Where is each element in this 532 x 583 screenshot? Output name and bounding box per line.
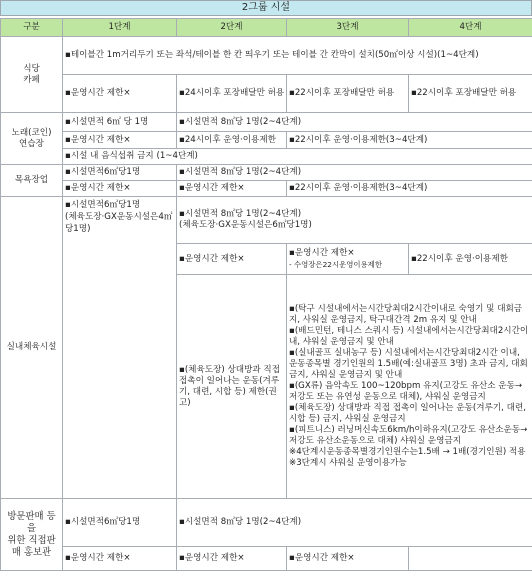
table-row [1, 499, 532, 547]
list-item: ▪(실내골프 실내농구 등) 시설내에서는시간당최대2시간 이내, 운동종목별 경기인원의 1.5배(예:실내골프 3명) 초과 금지, 대회 금지, 샤워실 운영금지 및 안내 [289, 348, 528, 380]
header-stage-3: 3단계 [287, 19, 409, 37]
header-stage-4: 4단계 [409, 19, 532, 37]
list-item: ▪(GX류) 음악속도 100~120bpm 유지(고강도 유산소 운동→저강도 또는 유연성 운동으로 대체), 샤워실 운영금지 [289, 381, 523, 402]
category-bath: 목욕장업 [1, 165, 63, 197]
promo-stage-1-density: ▪시설면적6㎡당1명 [63, 499, 177, 547]
promo-stage-4-empty [409, 547, 532, 571]
sports-stage-4-hours: ▪22시이후 운영·이용제한 [409, 244, 532, 275]
sports-stage-2-4-density: ▪시설면적 8㎡당 1명(2~4단계) (체육도장·GX운동시설은6㎡당1명) [177, 197, 532, 244]
sports-stage-1-density: ▪시설면적6㎡당1명 (체육도장·GX운동시설은4㎡당1명) [63, 197, 177, 499]
table-row [1, 547, 532, 571]
facility-rules-table [0, 18, 532, 571]
header-row [1, 19, 532, 37]
sports-stage-2-hours: ▪운영시간 제한× [177, 244, 287, 275]
category-cafe: 식당 카페 [1, 37, 63, 113]
table-row [1, 149, 532, 165]
bath-stage-1-hours: ▪운영시간 제한× [63, 181, 177, 197]
list-item: ※3단계시 샤워실 운영이용가능 [289, 458, 407, 468]
sports-stage-3-4-rules [287, 275, 532, 499]
sports-stage-3-hours-main: ▪운영시간 제한× [289, 248, 355, 258]
list-item: ▪(탁구 시설내에서는시간당최대2시간이내로 숙영기 및 대회금지, 사워실 운영금지, 탁구대간격 2m 유지 및 안내 [289, 304, 523, 325]
table-row [1, 37, 532, 75]
table-title: 2그룹 시설 [0, 0, 532, 16]
promo-stage-3-hours: ▪운영시간 제한× [287, 547, 409, 571]
table-row [1, 132, 532, 149]
list-item: ▪(체육도장) 상대방과 직접 접촉이 일어나는 운동(겨루기, 대련, 시합 등) 금지, 샤워실 운영금지 [289, 403, 526, 424]
karaoke-stage-1-hours: ▪운영시간 제한× [63, 132, 177, 149]
category-promo: 방문판매 등을 위한 직접판 매 홍보관 [1, 499, 63, 571]
karaoke-stage-3-4-hours: ▪22시이후 운영·이용제한(3~4단계) [287, 132, 532, 149]
promo-stage-1-hours: ▪운영시간 제한× [63, 547, 177, 571]
table-row [1, 181, 532, 197]
cafe-distancing: ▪테이블간 1m거리두기 또는 좌석/테이블 한 칸 띄우기 또는 테이블 간 칸막이 설치(50㎡이상 시설)(1~4단계) [63, 37, 532, 75]
sports-stage-3-hours [287, 244, 409, 275]
table-row [1, 165, 532, 181]
category-sports: 실내체육시설 [1, 197, 63, 499]
list-item: ▪(배드민턴, 테니스 스쿼시 등) 시설내에서는시간당최대2시간이내, 샤워실 운영금지 및 안내 [289, 326, 529, 347]
table-row [1, 75, 532, 113]
karaoke-stage-2-hours: ▪24시이후 운영·이용제한 [177, 132, 287, 149]
category-karaoke: 노래(코인) 연습장 [1, 113, 63, 165]
bath-stage-2-4-density: ▪시설면적 8㎡당 1명(2~4단계) [177, 165, 532, 181]
list-item: ▪(피트니스) 러닝머신속도6km/h이하유지(고강도 유산소운동→저강도 유산소운동으로 대체) 샤워실 운영금지 [289, 425, 528, 446]
promo-stage-2-hours: ▪운영시간 제한× [177, 547, 287, 571]
bath-stage-3-4-hours: ▪22시이후 운영·이용제한(3~4단계) [287, 181, 532, 197]
sports-stage-2-note: ▪(체육도장) 상대방과 직접 접촉이 일어나는 운동(겨루기, 대련, 시합 등) 제한(권고) [177, 275, 287, 499]
bath-stage-1-density: ▪시설면적6㎡당1명 [63, 165, 177, 181]
cafe-stage-4-hours: ▪22시이후 포장배달만 허용 [409, 75, 532, 113]
cafe-stage-3-hours: ▪22시이후 포장배달만 허용 [287, 75, 409, 113]
karaoke-stage-2-4-density: ▪시설면적 8㎡당 1명(2~4단계) [177, 113, 532, 132]
bath-stage-2-hours: ▪운영시간 제한× [177, 181, 287, 197]
karaoke-food-ban: ▪시설 내 음식섭취 금지 (1~4단계) [63, 149, 532, 165]
header-stage-1: 1단계 [63, 19, 177, 37]
header-category: 구분 [1, 19, 63, 37]
karaoke-stage-1-density: ▪시설면적 6㎡ 당 1명 [63, 113, 177, 132]
table-row [1, 113, 532, 132]
list-item: ※4단계시운동종목별경기인원수는1.5배 → 1배(경기인원) 적용 [289, 447, 526, 457]
cafe-stage-2-hours: ▪24시이후 포장배달만 허용 [177, 75, 287, 113]
promo-stage-2-4-density: ▪시설면적 8㎡당 1명(2~4단계) [177, 499, 532, 547]
header-stage-2: 2단계 [177, 19, 287, 37]
cafe-stage-1-hours: ▪운영시간 제한× [63, 75, 177, 113]
table-row [1, 197, 532, 244]
sports-stage-3-pool-note: - 수영장은22시운영이용제한 [289, 260, 382, 269]
